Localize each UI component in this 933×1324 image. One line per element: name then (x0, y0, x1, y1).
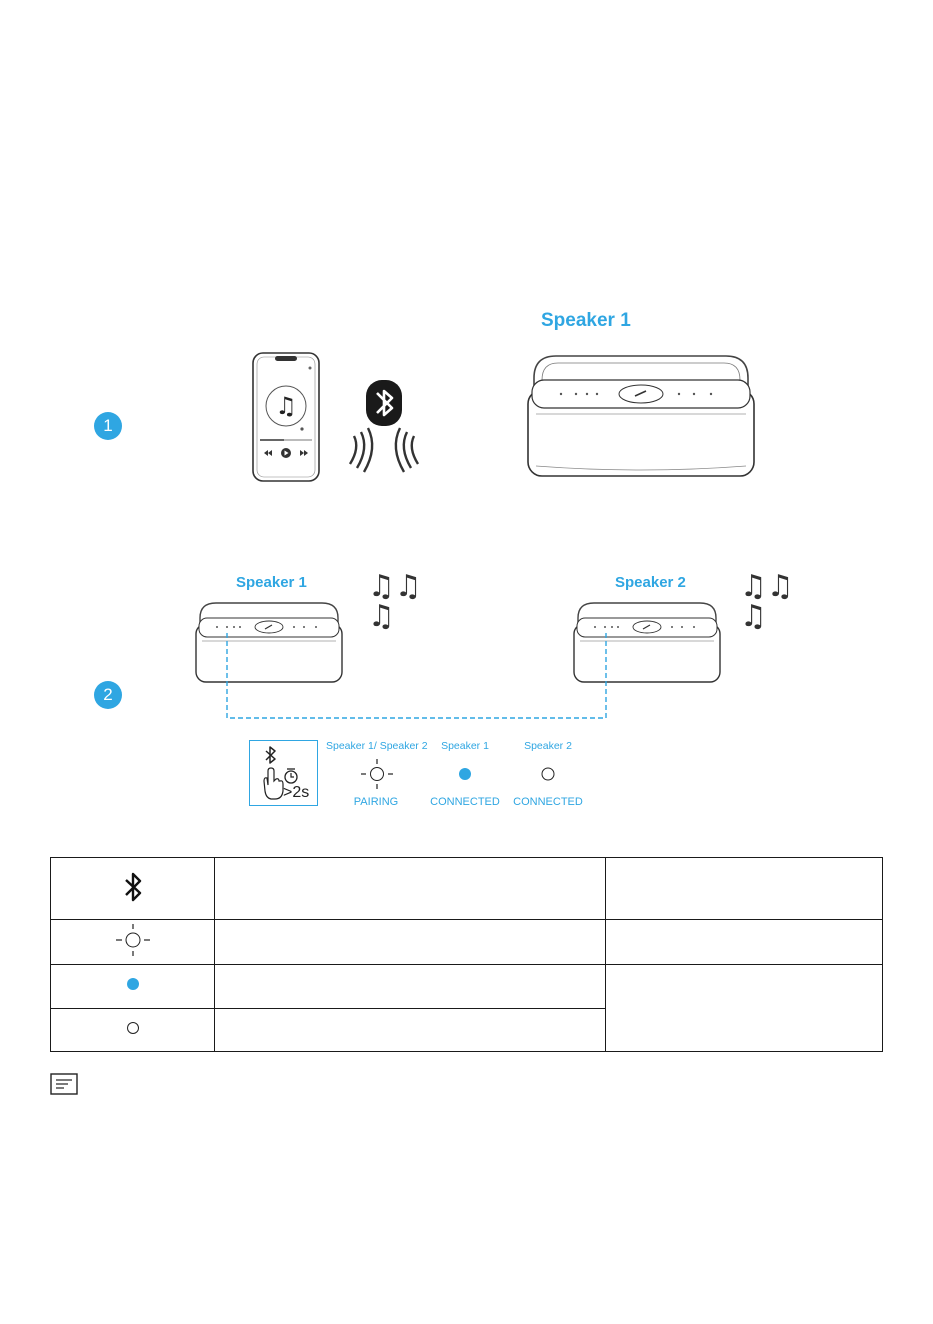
music-notes-icon-2: ♫♫ ♫ (740, 569, 794, 634)
led-off-icon (540, 767, 556, 783)
state-pairing-top: Speaker 1/ Speaker 2 (326, 740, 428, 752)
music-note-icon: ♫ (275, 392, 297, 420)
table-cell-merged (606, 965, 883, 1052)
state-connected1-top: Speaker 1 (441, 740, 489, 752)
state-connected1-bottom: CONNECTED (430, 796, 500, 808)
state-connected2-bottom: CONNECTED (513, 796, 583, 808)
led-blinking-icon (358, 757, 396, 791)
state-connected2-top: Speaker 2 (524, 740, 572, 752)
note-icon (50, 1073, 78, 1095)
table-row (51, 858, 883, 920)
led-solid-blue-icon (126, 977, 140, 991)
bluetooth-icon (266, 747, 275, 763)
led-legend-table (50, 857, 883, 1052)
step-1-badge: 1 (94, 412, 122, 440)
led-off-icon (126, 1021, 140, 1035)
table-row (51, 920, 883, 965)
table-cell (606, 920, 883, 965)
led-blinking-icon (113, 922, 153, 958)
table-cell-icon (51, 1009, 215, 1052)
table-cell-icon (51, 965, 215, 1009)
table-cell (606, 858, 883, 920)
table-cell-icon (51, 858, 215, 920)
step1-speaker-label: Speaker 1 (541, 310, 631, 331)
table-row (51, 965, 883, 1009)
step-2-badge: 2 (94, 681, 122, 709)
led-solid-blue-icon (457, 767, 473, 783)
hold-duration: >2s (283, 784, 310, 801)
table-cell (215, 920, 606, 965)
table-cell-icon (51, 920, 215, 965)
table-cell (215, 858, 606, 920)
step2-speaker1-label: Speaker 1 (236, 574, 307, 591)
table-cell (215, 965, 606, 1009)
hand-press-icon (264, 768, 283, 799)
state-pairing-bottom: PAIRING (353, 796, 399, 808)
hold-bluetooth-box (249, 740, 318, 806)
music-notes-icon: ♫♫ ♫ (368, 569, 422, 634)
step2-speaker2-label: Speaker 2 (615, 574, 686, 591)
table-cell (215, 1009, 606, 1052)
bluetooth-icon (121, 867, 145, 905)
